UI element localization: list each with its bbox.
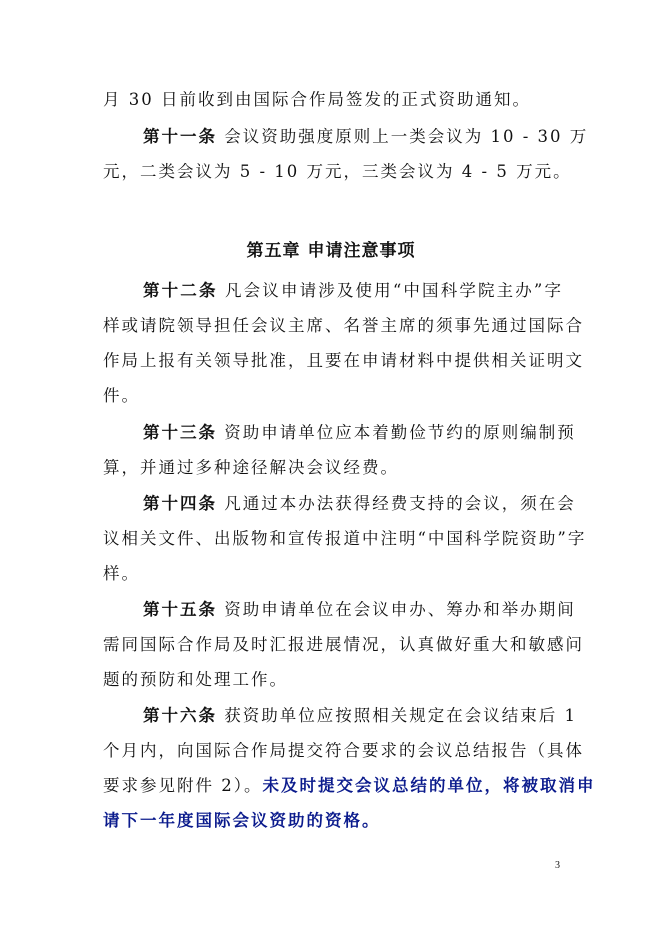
article-16-emphasis-2: 请下一年度国际会议资助的资格。 xyxy=(103,811,381,830)
article-14-line-2: 议相关文件、出版物和宣传报道中注明“中国科学院资助”字 xyxy=(103,529,587,548)
article-16-line-3 xyxy=(103,776,596,796)
article-16-text-1: 获资助单位应按照相关规定在会议结束后 1 xyxy=(224,706,577,725)
chapter-title: 第五章 申请注意事项 xyxy=(246,241,416,261)
article-14-label: 第十四条 xyxy=(143,494,217,513)
article-16-line-2: 个月内，向国际合作局提交符合要求的会议总结报告（具体 xyxy=(103,741,584,760)
article-13-text-1: 资助申请单位应本着勤俭节约的原则编制预 xyxy=(224,423,576,442)
article-12-line-4: 件。 xyxy=(103,386,140,405)
article-11-text-1: 会议资助强度原则上一类会议为 10 - 30 万 xyxy=(224,127,589,146)
article-15-text-1: 资助申请单位在会议申办、筹办和举办期间 xyxy=(224,600,576,619)
article-16-emphasis-1: 未及时提交会议总结的单位，将被取消申 xyxy=(262,776,596,795)
article-13-label: 第十三条 xyxy=(143,423,217,442)
article-16-line-1 xyxy=(143,706,577,726)
article-13-line-2: 算，并通过多种途径解决会议经费。 xyxy=(103,458,399,477)
article-15-line-1 xyxy=(143,600,576,620)
article-14-line-3: 样。 xyxy=(103,564,140,583)
article-15-line-2: 需同国际合作局及时汇报进展情况，认真做好重大和敏感问 xyxy=(103,635,584,654)
article-12-line-2: 样或请院领导担任会议主席、名誉主席的须事先通过国际合 xyxy=(103,316,584,335)
article-13-line-1 xyxy=(143,423,576,443)
article-16-text-3-plain: 要求参见附件 2）。 xyxy=(103,776,263,795)
article-12-text-1: 凡会议申请涉及使用“中国科学院主办”字 xyxy=(225,281,564,300)
article-14-text-1: 凡通过本办法获得经费支持的会议，须在会 xyxy=(224,494,576,513)
article-15-label: 第十五条 xyxy=(143,600,217,619)
article-14-line-1 xyxy=(143,494,576,514)
article-16-label: 第十六条 xyxy=(143,706,217,725)
article-12-line-3: 作局上报有关领导批准，且要在申请材料中提供相关证明文 xyxy=(103,351,584,370)
article-12-label: 第十二条 xyxy=(143,281,218,300)
article-11-line-2: 元，二类会议为 5 - 10 万元，三类会议为 4 - 5 万元。 xyxy=(103,162,572,181)
article-12-line-1 xyxy=(143,281,563,301)
article-11-line-1 xyxy=(143,127,589,147)
continuation-line: 月 30 日前收到由国际合作局签发的正式资助通知。 xyxy=(103,90,531,109)
article-15-line-3: 题的预防和处理工作。 xyxy=(103,670,288,689)
article-11-label: 第十一条 xyxy=(143,127,217,146)
page-number: 3 xyxy=(555,860,560,871)
